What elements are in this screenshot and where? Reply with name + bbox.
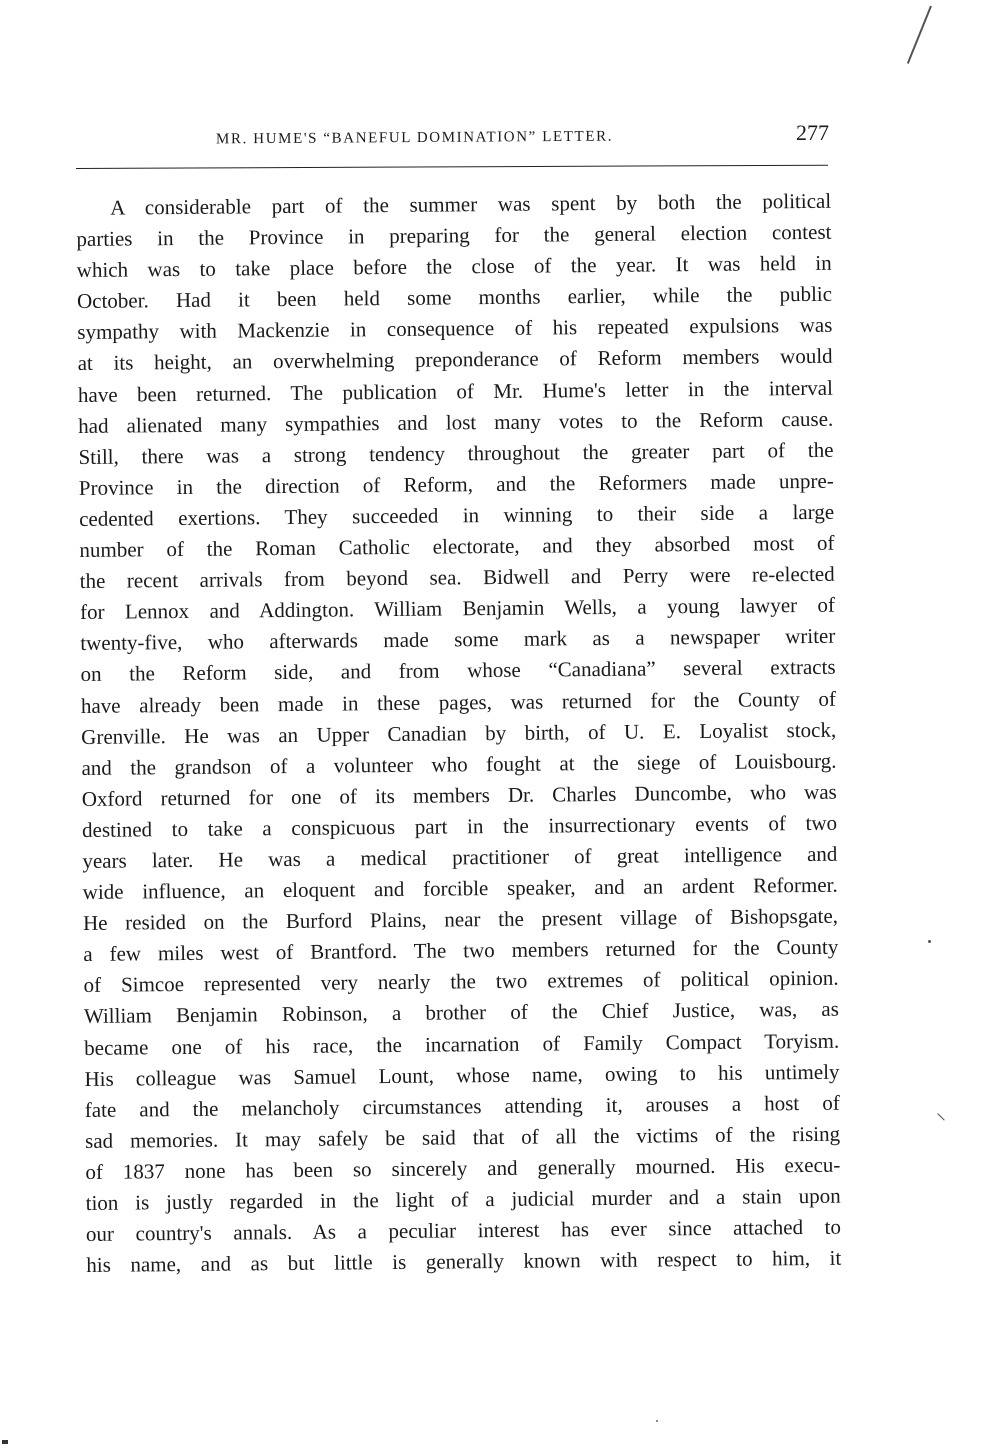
text-line: fate and the melancholy circumstances attending it, arouses a host of bbox=[84, 1090, 840, 1122]
margin-pencil-mark bbox=[907, 6, 932, 64]
scan-speck bbox=[656, 1420, 658, 1422]
text-line: Grenville. He was an Upper Canadian by birth, of U. E. Loyalist stock, bbox=[81, 717, 837, 749]
text-line: Oxford returned for one of its members Dr. Charles Duncombe, who was bbox=[81, 779, 837, 811]
text-line: parties in the Province in preparing for the general election contest bbox=[76, 219, 832, 252]
scan-speck bbox=[928, 940, 931, 943]
text-line: twenty-five, who afterwards made some mark as a newspaper writer bbox=[80, 624, 836, 656]
text-line: of Simcoe represented very nearly the two extremes of political opinion. bbox=[83, 966, 839, 998]
text-line: years later. He was a medical practitioner of great intelligence and bbox=[82, 841, 838, 873]
running-title: MR. HUME'S “BANEFUL DOMINATION” LETTER. bbox=[215, 128, 614, 148]
running-head bbox=[76, 120, 831, 154]
text-line: became one of his race, the incarnation of Family Compact Toryism. bbox=[84, 1028, 840, 1060]
text-line: number of the Roman Catholic electorate, and they absorbed most of bbox=[79, 530, 835, 563]
text-line: sad memories. It may safely be said that of all the victims of the rising bbox=[84, 1121, 841, 1153]
margin-mark: ⸜ bbox=[936, 1102, 946, 1124]
text-line: and the grandson of a volunteer who fought at the siege of Louisbourg. bbox=[81, 748, 837, 780]
text-line: He resided on the Burford Plains, near the present village of Bishopsgate, bbox=[82, 903, 839, 936]
text-line: his name, and as but little is generally known with respect to him, it bbox=[86, 1245, 842, 1278]
text-line: October. Had it been held some months earlier, while the public bbox=[76, 282, 833, 314]
text-line: which was to take place before the close of the year. It was held in bbox=[76, 250, 832, 283]
text-line: sympathy with Mackenzie in consequence of his repeated expulsions was bbox=[77, 313, 833, 345]
text-line: our country's annals. As a peculiar interest has ever since attached to bbox=[85, 1214, 842, 1247]
text-line: the recent arrivals from beyond sea. Bidwell and Perry were re-elected bbox=[79, 561, 835, 594]
text-line: wide influence, an eloquent and forcible speaker, and an ardent Reformer. bbox=[82, 872, 838, 905]
text-line: at its height, an overwhelming preponderance of Reform members would bbox=[77, 344, 833, 376]
header-rule bbox=[76, 165, 828, 169]
text-line: a few miles west of Brantford. The two members returned for the County bbox=[83, 934, 839, 967]
page-number: 277 bbox=[796, 120, 829, 145]
text-line: tion is justly regarded in the light of a judicial murder and a stain upon bbox=[85, 1183, 841, 1215]
text-line: on the Reform side, and from whose “Canadiana” several extracts bbox=[80, 655, 836, 687]
scan-corner-mark bbox=[2, 1440, 8, 1444]
text-line: A considerable part of the summer was spent by both the political bbox=[110, 188, 832, 220]
text-line: cedented exertions. They succeeded in winning to their side a large bbox=[79, 499, 835, 531]
text-line: have been returned. The publication of Mr. Hume's letter in the interval bbox=[77, 375, 834, 407]
text-line: destined to take a conspicuous part in the insurrectionary events of two bbox=[81, 810, 838, 842]
body-paragraph bbox=[76, 186, 841, 1281]
text-line: William Benjamin Robinson, a brother of the Chief Justice, was, as bbox=[83, 997, 839, 1029]
text-line: for Lennox and Addington. William Benjamin Wells, a young lawyer of bbox=[79, 592, 836, 625]
text-line: Still, there was a strong tendency throughout the greater part of the bbox=[78, 437, 834, 469]
text-line: His colleague was Samuel Lount, whose name, owing to his untimely bbox=[84, 1059, 840, 1091]
text-line: have already been made in these pages, was returned for the County of bbox=[80, 686, 836, 718]
text-line: of 1837 none has been so sincerely and generally mourned. His execu- bbox=[85, 1152, 841, 1184]
text-line: Province in the direction of Reform, and the Reformers made unpre- bbox=[78, 468, 834, 500]
text-line: had alienated many sympathies and lost many votes to the Reform cause. bbox=[78, 406, 834, 438]
